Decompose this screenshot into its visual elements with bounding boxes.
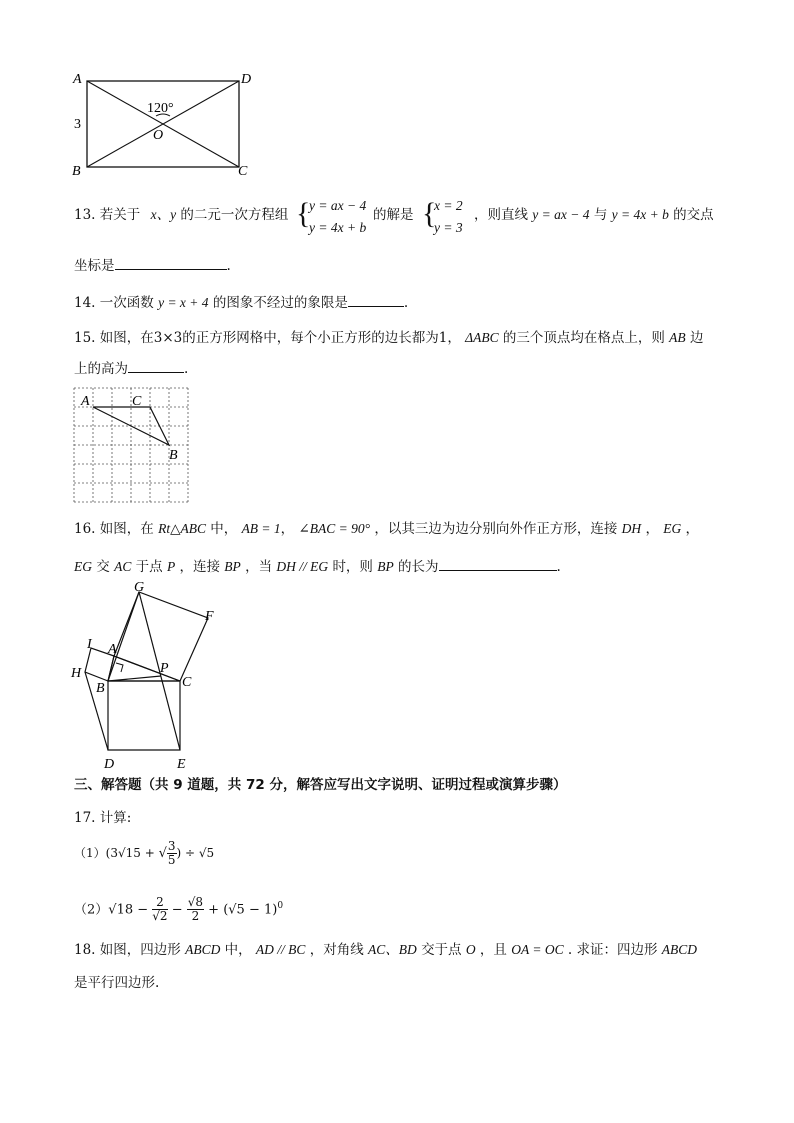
sq-label-P: P bbox=[160, 661, 169, 676]
q17-p1-fraction: $\frac{3}{5}$ bbox=[167, 839, 176, 867]
q13-system-brace: { bbox=[296, 197, 311, 230]
q15-line2: 上的高为 . bbox=[74, 358, 188, 379]
q13-line1: 13. 若关于 x、y 的二元一次方程组 bbox=[74, 207, 289, 223]
label-D: D bbox=[241, 72, 252, 87]
sq-label-I: I bbox=[87, 637, 92, 652]
sq-label-B: B bbox=[96, 681, 105, 696]
q13-line2: 坐标是 . bbox=[74, 255, 231, 276]
q18-line1: 18. 如图，四边形 ABCD 中， AD // BC ，对角线 AC、BD 交于点 O ，且 OA = OC . 求证：四边形 ABCD bbox=[74, 942, 698, 958]
sq-label-D: D bbox=[104, 757, 115, 772]
q17-part1: （1）(3√15 + √ $\frac{3}{5}$ ) ÷ √5 bbox=[74, 839, 215, 867]
q13-line1-tail: ，则直线 y = ax − 4 与 y = 4x + b 的交点 bbox=[474, 207, 714, 223]
sq-label-H: H bbox=[71, 666, 82, 681]
label-B: B bbox=[72, 164, 81, 179]
sq-label-E: E bbox=[177, 757, 186, 772]
side-length-label: 3 bbox=[74, 117, 81, 132]
rectangle-diagonal-figure bbox=[60, 62, 260, 184]
q13-solution-2: y = 3 bbox=[434, 220, 463, 235]
label-A: A bbox=[73, 72, 82, 87]
q18-line2: 是平行四边形. bbox=[74, 975, 160, 991]
q13-solution-word: 的解是 bbox=[373, 207, 414, 223]
sq-label-C: C bbox=[182, 675, 192, 690]
q13-answer-blank[interactable] bbox=[115, 255, 227, 270]
label-O: O bbox=[153, 128, 164, 143]
sq-label-G: G bbox=[134, 580, 145, 595]
q17-p2-fraction-1: $\frac{2}{√2}$ bbox=[152, 895, 168, 924]
sq-label-F: F bbox=[205, 609, 214, 624]
angle-label: 120° bbox=[147, 101, 174, 116]
q16-line2: EG 交 AC 于点 P ，连接 BP ，当 DH // EG 时，则 BP 的长为 . bbox=[74, 556, 561, 577]
q13-equation-1: y = ax − 4 bbox=[309, 198, 367, 213]
q16-line1: 16. 如图，在 Rt△ABC 中， AB = 1， ∠BAC = 90° ，以其三边为边分别向外作正方形，连接 DH ， EG ， bbox=[74, 521, 700, 537]
q13-solution-1: x = 2 bbox=[434, 198, 463, 213]
q17-p2-fraction-2: $\frac{√8}{2}$ bbox=[187, 895, 204, 924]
q16-answer-blank[interactable] bbox=[439, 556, 557, 571]
q13-solution-brace: { bbox=[422, 197, 437, 230]
q15-answer-blank[interactable] bbox=[128, 358, 184, 373]
grid-label-B: B bbox=[169, 448, 178, 463]
q17-line: 17. 计算: bbox=[74, 810, 132, 826]
grid-label-A: A bbox=[81, 394, 90, 409]
q13-number: 13. bbox=[74, 207, 96, 223]
label-C: C bbox=[238, 164, 248, 179]
grid-label-C: C bbox=[132, 394, 142, 409]
q14-answer-blank[interactable] bbox=[348, 292, 404, 307]
sq-label-A: A bbox=[108, 642, 117, 657]
q17-part2: （2）√18 − $\frac{2}{√2}$ − $\frac{√8}{2}$ + $(√5 - 1)^0$ bbox=[74, 895, 284, 924]
q14-line: 14. 一次函数 y = x + 4 的图象不经过的象限是 . bbox=[74, 292, 408, 313]
q13-equation-2: y = 4x + b bbox=[309, 220, 367, 235]
grid-triangle-figure bbox=[66, 384, 196, 508]
section-heading: 三、解答题（共 9 道题，共 72 分，解答应写出文字说明、证明过程或演算步骤） bbox=[74, 777, 567, 793]
three-squares-figure bbox=[66, 578, 236, 774]
q15-line1: 15. 如图，在3×3的正方形网格中，每个小正方形的边长都为1， ΔABC 的三个顶点均在格点上，则 AB 边 bbox=[74, 330, 704, 346]
